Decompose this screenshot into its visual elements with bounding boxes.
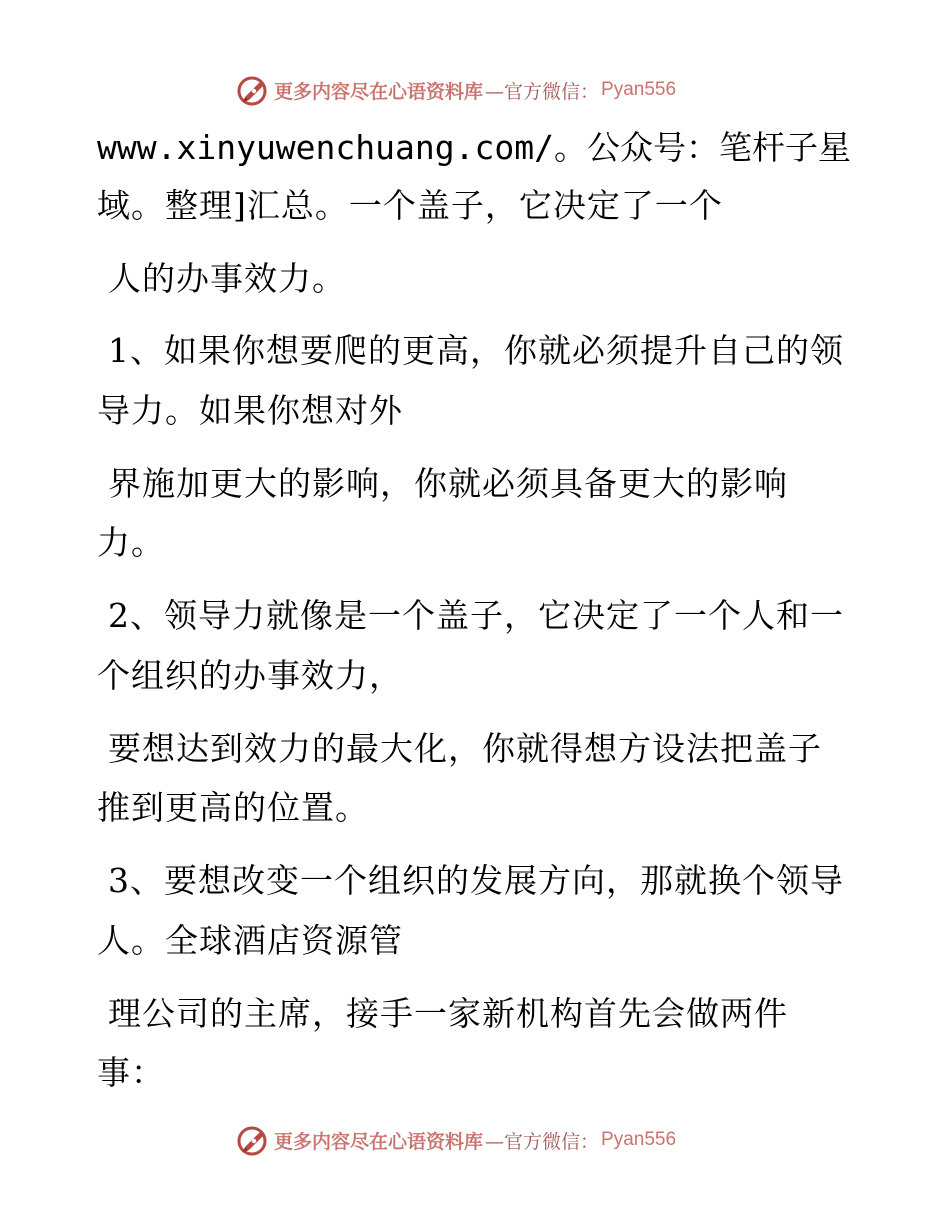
banner-wechat-id: Pyan556	[601, 79, 677, 100]
banner-wechat-label: —官方微信：	[485, 80, 600, 103]
banner-wechat-label: —官方微信：	[485, 1130, 600, 1153]
pen-logo-icon	[236, 1123, 270, 1157]
banner-wechat-id: Pyan556	[601, 1129, 677, 1150]
text-line: 导力。如果你想对外	[97, 391, 403, 430]
text-line: 要想达到效力的最大化，你就得想方设法把盖子	[108, 729, 822, 768]
text-line: 理公司的主席，接手一家新机构首先会做两件	[108, 994, 788, 1033]
banner-title: 更多内容尽在心语资料库	[274, 80, 484, 103]
banner-title: 更多内容尽在心语资料库	[274, 1130, 484, 1153]
text-line: 界施加更大的影响，你就必须具备更大的影响	[108, 464, 788, 503]
footer-banner	[236, 1122, 716, 1158]
text-line: 个组织的办事效力，	[97, 656, 403, 695]
text-line: www.xinyuwenchuang.com/。公众号：笔杆子星	[97, 128, 851, 167]
text-line: 3、要想改变一个组织的发展方向，那就换个领导	[108, 861, 844, 900]
text-line: 2、领导力就像是一个盖子，它决定了一个人和一	[108, 596, 844, 635]
text-line: 事：	[97, 1053, 165, 1092]
text-line: 推到更高的位置。	[97, 788, 369, 827]
text-line: 人的办事效力。	[108, 259, 346, 298]
text-line: 域。整理]汇总。一个盖子，它决定了一个	[97, 186, 723, 225]
text-line: 1、如果你想要爬的更高，你就必须提升自己的领	[108, 331, 844, 370]
text-line: 力。	[97, 523, 165, 562]
text-line: 人。全球酒店资源管	[97, 921, 403, 960]
